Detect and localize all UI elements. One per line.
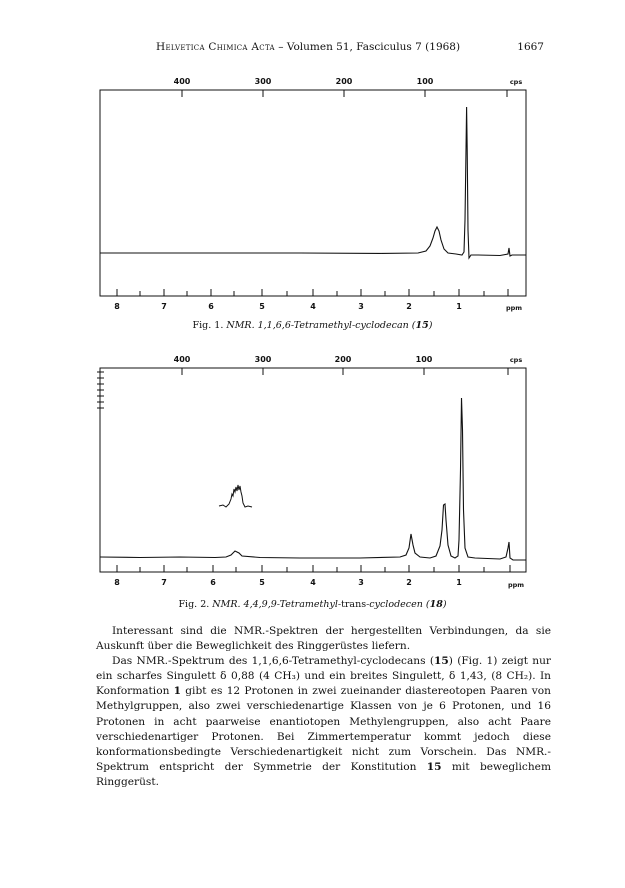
fig2-bottom-label: 5 [259, 578, 265, 587]
fig1-top-label: 100 [416, 77, 434, 86]
fig1-bottom-label: 7 [161, 302, 167, 311]
figure-1-caption: Fig. 1. NMR. 1,1,6,6-Tetramethyl-cyclodecan (15) [192, 320, 433, 331]
journal-citation: Helvetica Chimica Acta – Volumen 51, Fasciculus 7 (1968) [156, 41, 461, 53]
fig1-bottom-label: 3 [358, 302, 364, 311]
fig1-bottom-label: 8 [114, 302, 120, 311]
paragraph-1: Interessant sind die NMR.-Spektren der hergestellten Verbindungen, da sie Auskunft über die Beweglichkeit des Ringgerüstes liefern. [96, 625, 551, 653]
paragraph-2: Das NMR.-Spektrum des 1,1,6,6-Tetramethyl-cyclodecans (15) (Fig. 1) zeigt nur ein scharfes Singulett δ 0,88 (4 CH₃) und ein breites Singulett, δ 1,43, (8 CH₂). In Konformation 1 gibt es 12 Protonen in zwei zueinander diastereotopen Paaren von Methylgruppen, also zwei verschiedenartige Klassen von je 6 Protonen, und 16 Protonen in acht paarweise enantiotopen Methylengruppen, also acht Paare verschiedenartiger Protonen. Bei Zimmertemperatur kommt jedoch diese konformationsbedingte Verschiedenartigkeit nicht zum Vorschein. Das NMR.-Spektrum entspricht der Symmetrie der Konstitution 15 mit beweglichem Ringgerüst. [96, 655, 551, 788]
fig2-bottom-label: 7 [161, 578, 167, 587]
fig2-bottom-label: 8 [114, 578, 120, 587]
fig1-bottom-label: 1 [456, 302, 462, 311]
fig1-top-label: 400 [173, 77, 191, 86]
fig2-top-label: 200 [334, 355, 352, 364]
fig1-bottom-unit: ppm [505, 304, 523, 312]
fig2-bottom-label: 6 [210, 578, 216, 587]
fig2-inset-trace [219, 485, 252, 507]
fig2-top-label: 100 [415, 355, 433, 364]
fig1-spectrum-trace [100, 107, 526, 258]
fig2-frame [100, 368, 526, 572]
fig2-bottom-label: 3 [358, 578, 364, 587]
fig2-bottom-unit: ppm [507, 581, 525, 589]
fig2-top-label: 300 [254, 355, 272, 364]
fig1-bottom-label: 4 [310, 302, 316, 311]
fig1-bottom-label: 6 [208, 302, 214, 311]
fig1-bottom-label: 2 [406, 302, 412, 311]
body-text [96, 624, 551, 790]
fig2-top-unit: cps [509, 356, 523, 364]
fig2-spectrum-trace [100, 398, 526, 560]
fig2-bottom-label: 2 [406, 578, 412, 587]
figure-2-caption: Fig. 2. NMR. 4,4,9,9-Tetramethyl-trans-cyclodecen (18) [178, 599, 447, 610]
fig1-top-label: 200 [335, 77, 353, 86]
fig2-bottom-label: 1 [456, 578, 462, 587]
fig1-bottom-label: 5 [259, 302, 265, 311]
page-number: 1667 [517, 41, 544, 53]
fig1-top-unit: cps [509, 78, 523, 86]
fig1-frame [100, 90, 526, 296]
fig2-top-label: 400 [173, 355, 191, 364]
fig1-top-label: 300 [254, 77, 272, 86]
fig2-bottom-label: 4 [310, 578, 316, 587]
